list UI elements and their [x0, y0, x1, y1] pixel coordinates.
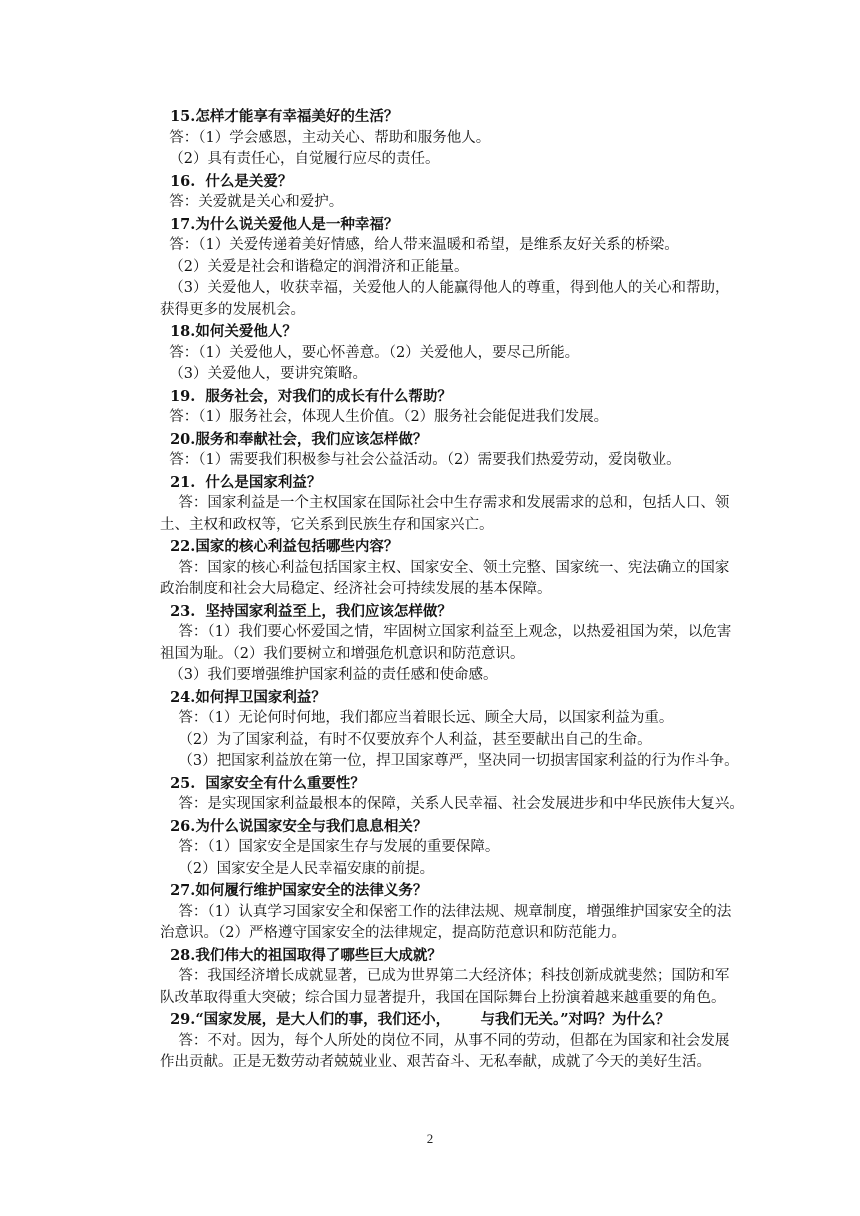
page-number: 2 — [426, 1131, 434, 1146]
question-heading: 23. 坚持国家利益至上，我们应该怎样做？ — [160, 602, 452, 620]
answer-line: （3）关爱他人，收获幸福，关爱他人的人能赢得他人的尊重，得到他人的关心和帮助， — [160, 280, 730, 296]
answer-line: （3）关爱他人，要讲究策略。 — [160, 366, 367, 382]
question-heading: 24.如何捍卫国家利益？ — [160, 688, 326, 706]
question-heading: 20.服务和奉献社会，我们应该怎样做？ — [160, 430, 428, 448]
answer-line: 队改革取得重大突破；综合国力显著提升，我国在国际舞台上扮演着越来越重要的角色。 — [160, 989, 726, 1006]
question-heading: 21. 什么是国家利益？ — [160, 473, 322, 491]
question-heading: 26.为什么说国家安全与我们息息相关？ — [160, 817, 428, 835]
answer-line: 答：（1）关爱他人，要心怀善意。（2）关爱他人，要尽己所能。 — [160, 344, 580, 361]
answer-line: 答：我国经济增长成就显著，已成为世界第二大经济体；科技创新成就斐然；国防和军 — [160, 968, 730, 984]
answer-line: 答：（1）无论何时何地，我们都应当着眼长远、顾全大局，以国家利益为重。 — [160, 710, 674, 726]
answer-line: 土、主权和政权等，它关系到民族生存和国家兴亡。 — [160, 516, 494, 533]
answer-line: （2）关爱是社会和谐稳定的润滑济和正能量。 — [160, 258, 469, 275]
qa-content — [160, 106, 744, 1074]
answer-line: （3）我们要增强维护国家利益的责任感和使命感。 — [160, 667, 498, 683]
answer-line: 答：不对。因为，每个人所处的岗位不同，从事不同的劳动，但都在为国家和社会发展 — [160, 1032, 730, 1049]
answer-line: 作出贡献。正是无数劳动者兢兢业业、艰苦奋斗、无私奉献，成就了今天的美好生活。 — [160, 1054, 711, 1070]
answer-line: （3）把国家利益放在第一位，捍卫国家尊严，坚决同一切损害国家利益的行为作斗争。 — [160, 753, 739, 769]
answer-line: 答：国家的核心利益包括国家主权、国家安全、领土完整、国家统一、宪法确立的国家 — [160, 559, 730, 576]
answer-line: 获得更多的发展机会。 — [160, 301, 305, 318]
answer-line: 答：（1）国家安全是国家生存与发展的重要保障。 — [160, 839, 500, 855]
question-heading: 19. 服务社会，对我们的成长有什么帮助？ — [160, 387, 452, 405]
answer-line: 答：国家利益是一个主权国家在国际社会中生存需求和发展需求的总和，包括人口、领 — [160, 495, 730, 511]
answer-line: 答：是实现国家利益最根本的保障，关系人民幸福、社会发展进步和中华民族伟大复兴。 — [160, 796, 744, 812]
question-heading: 18.如何关爱他人？ — [160, 323, 297, 340]
question-heading: 28.我们伟大的祖国取得了哪些巨大成就？ — [160, 946, 442, 964]
answer-line: 答：（1）需要我们积极参与社会公益活动。（2）需要我们热爱劳动，爱岗敬业。 — [160, 452, 681, 468]
question-heading: 17.为什么说关爱他人是一种幸福？ — [160, 215, 399, 233]
question-heading: 22.国家的核心利益包括哪些内容？ — [160, 538, 399, 555]
answer-line: （2）具有责任心，自觉履行应尽的责任。 — [160, 151, 440, 167]
answer-line: 答：（1）学会感恩，主动关心、帮助和服务他人。 — [160, 129, 491, 146]
question-heading: 27.如何履行维护国家安全的法律义务？ — [160, 882, 428, 899]
answer-line: （2）国家安全是人民幸福安康的前提。 — [160, 860, 435, 877]
answer-line: 答：（1）我们要心怀爱国之情，牢固树立国家利益至上观念，以热爱祖国为荣，以危害 — [160, 624, 732, 640]
question-heading: 16. 什么是关爱？ — [160, 172, 293, 190]
question-heading: 15.怎样才能享有幸福美好的生活？ — [160, 108, 399, 125]
question-heading: 25. 国家安全有什么重要性？ — [160, 774, 365, 792]
question-heading: 29.“国家发展，是大人们的事，我们还小， 与我们无关。”对吗？为什么？ — [160, 1011, 671, 1028]
answer-line: 答：（1）服务社会，体现人生价值。（2）服务社会能促进我们发展。 — [160, 409, 609, 425]
answer-line: 答：（1）认真学习国家安全和保密工作的法律法规、规章制度，增强维护国家安全的法 — [160, 903, 732, 920]
answer-line: （2）为了国家利益，有时不仅要放弃个人利益，甚至要献出自己的生命。 — [160, 731, 652, 748]
answer-line: 答：关爱就是关心和爱护。 — [160, 194, 344, 210]
answer-line: 政治制度和社会大局稳定、经济社会可持续发展的基本保障。 — [160, 581, 552, 597]
answer-line: 答：（1）关爱传递着美好情感，给人带来温暖和希望，是维系友好关系的桥梁。 — [160, 237, 679, 253]
answer-line: 祖国为耻。（2）我们要树立和增强危机意识和防范意识。 — [160, 645, 525, 662]
answer-line: 治意识。（2）严格遵守国家安全的法律规定，提高防范意识和防范能力。 — [160, 925, 626, 941]
